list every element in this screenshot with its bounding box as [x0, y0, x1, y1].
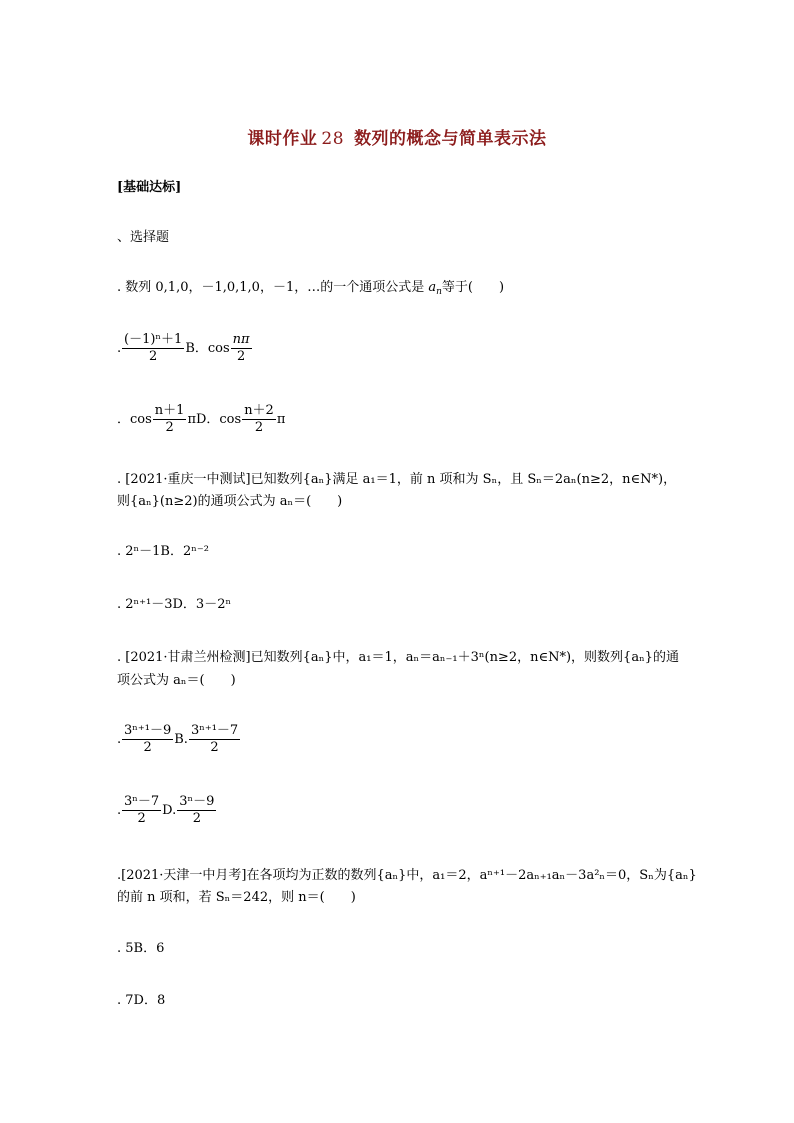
q1-stem-b: 等于( ) — [441, 280, 505, 295]
q1-stem-a: . 数列 0,1,0，－1,0,1,0，－1，…的一个通项公式是 — [117, 280, 429, 295]
question-4-line-2: 的前 n 项和，若 Sₙ＝242，则 n＝( ) — [117, 890, 356, 905]
question-4-options-cd: . 7D．8 — [117, 993, 166, 1008]
q3-option-b: $\frac{\text{3ⁿ⁺¹－7}}{2}$ — [190, 723, 239, 755]
q3-option-d-label: D. — [162, 803, 177, 818]
q1-option-b-label: B．cos — [185, 341, 230, 356]
question-3-options-ab: . $\frac{\text{3ⁿ⁺¹－9}}{2}$ B. $\frac{\text{3ⁿ⁺¹－7}}{2}$ — [117, 723, 239, 755]
question-2-options-cd: . 2ⁿ⁺¹－3D．3－2ⁿ — [117, 597, 232, 612]
title-text: 数列的概念与简单表示法 — [354, 129, 547, 149]
q1-option-d-tail: π — [276, 412, 286, 427]
question-3-options-cd: . $\frac{\text{3ⁿ－7}}{2}$ D. $\frac{\text{3ⁿ－9}}{2}$ — [117, 794, 215, 826]
page-title — [0, 124, 794, 149]
question-1-options-cd — [117, 403, 285, 436]
section-heading: [基础达标] — [117, 180, 182, 195]
q1-option-c-label: ．cos — [117, 412, 152, 427]
q1-option-d: $\frac{n+2}{2}$ — [244, 403, 274, 435]
question-3-line-1: . [2021·甘肃兰州检测]已知数列{aₙ}中，a₁＝1，aₙ＝aₙ₋₁＋3ⁿ(n≥2，n∈N*)，则数列{aₙ}的通 — [117, 650, 679, 665]
q1-option-c: $\frac{n+1}{2}$ — [154, 403, 185, 435]
q3-option-d: $\frac{\text{3ⁿ－9}}{2}$ — [179, 794, 215, 826]
q3-option-b-label: B. — [174, 732, 188, 747]
q1-option-b: $\frac{n\pi}{2}$ — [232, 332, 250, 364]
title-number: 28 — [321, 129, 345, 149]
q1-option-c-tail: πD．cos — [187, 412, 242, 427]
question-1-stem — [117, 279, 504, 301]
q3-option-c: $\frac{\text{3ⁿ－7}}{2}$ — [124, 794, 160, 826]
question-2-options-ab: . 2ⁿ－1B．2ⁿ⁻² — [117, 544, 209, 559]
question-1-options-ab: . $\frac{\text{(－1)ⁿ＋1}}{2}$ B．cos $\frac{n\pi}{2}$ — [117, 332, 250, 364]
q3-option-a: $\frac{\text{3ⁿ⁺¹－9}}{2}$ — [124, 723, 172, 755]
part-heading: 、选择题 — [117, 230, 170, 245]
question-2-line-1: . [2021·重庆一中测试]已知数列{aₙ}满足 a₁＝1，前 n 项和为 Sₙ，且 Sₙ＝2aₙ(n≥2，n∈N*)， — [117, 472, 677, 487]
q1-option-a: $\frac{\text{(－1)ⁿ＋1}}{2}$ — [124, 332, 183, 364]
question-2-line-2: 则{aₙ}(n≥2)的通项公式为 aₙ＝( ) — [117, 494, 343, 509]
title-prefix: 课时作业 — [247, 129, 318, 149]
question-4-options-ab: . 5B．6 — [117, 941, 165, 956]
question-3-line-2: 项公式为 aₙ＝( ) — [117, 673, 236, 688]
question-4-line-1: .[2021·天津一中月考]在各项均为正数的数列{aₙ}中，a₁＝2，aⁿ⁺¹－2aₙ₊₁aₙ－3a²ₙ＝0，Sₙ为{aₙ} — [117, 868, 697, 883]
q1-an: $a_n$ — [428, 280, 442, 297]
